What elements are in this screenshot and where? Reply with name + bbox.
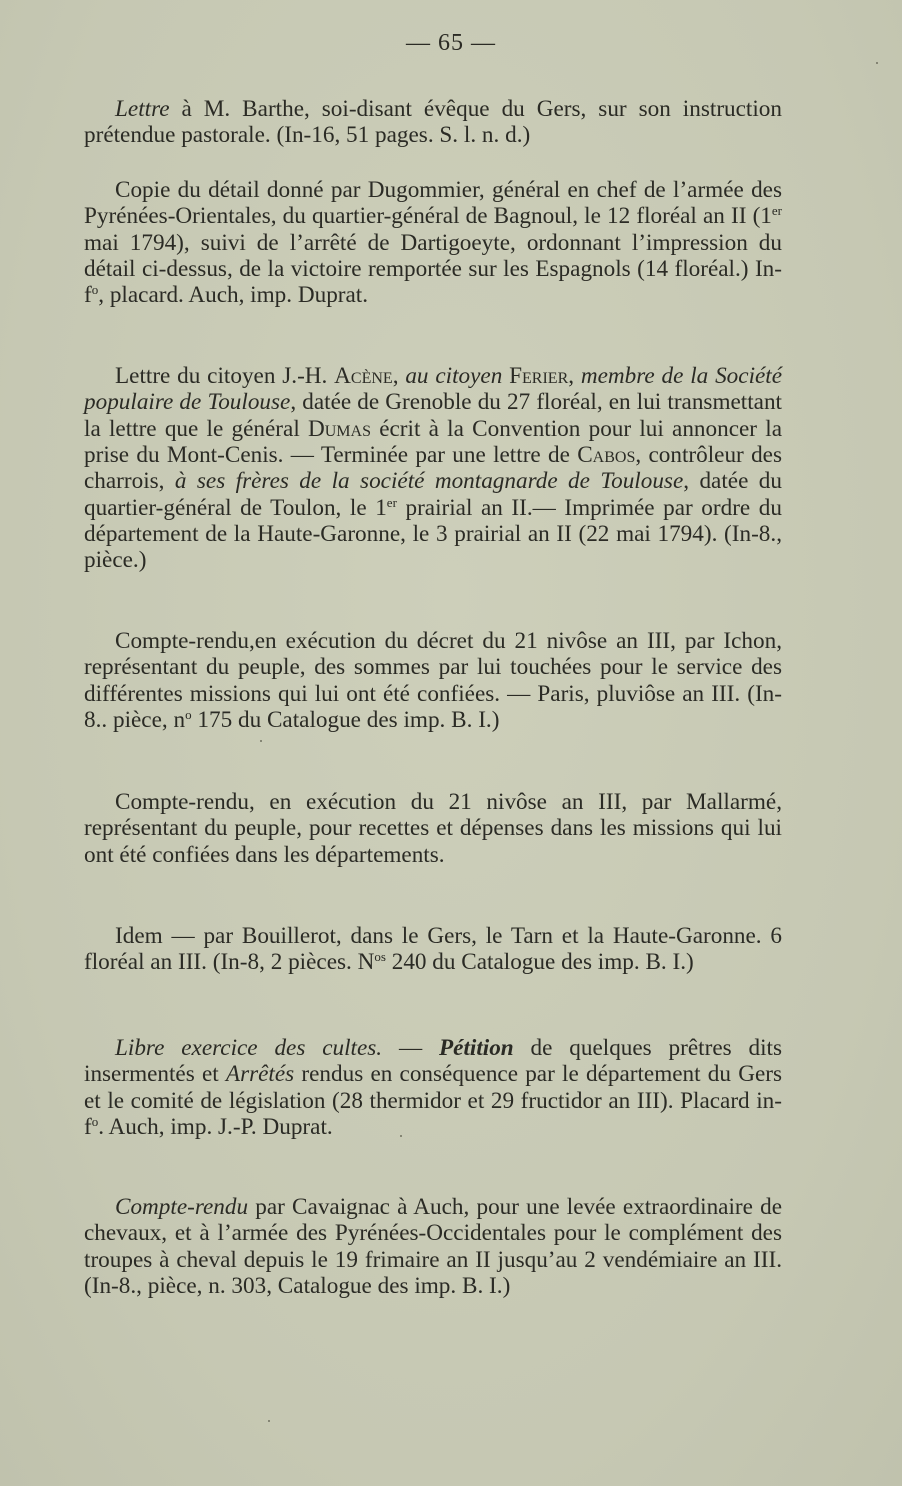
bibliography-entry <box>84 1035 782 1140</box>
bibliography-entry <box>84 923 782 976</box>
entry-text: , <box>568 363 581 390</box>
person-name: Dumas <box>308 415 371 442</box>
superscript: o <box>91 1114 99 1130</box>
entry-title-italic: Lettre <box>115 96 170 123</box>
entry-text: , contrôleur des charrois, <box>84 442 782 495</box>
paper-speck <box>876 62 878 64</box>
entry-text: , datée de Grenoble du 27 floréal, en lui transmettant la lettre que le général <box>84 389 782 442</box>
entry-text: . Auch, imp. J.-P. Duprat. <box>98 1114 333 1141</box>
entry-text: — <box>382 1035 439 1062</box>
paper-speck <box>260 740 262 742</box>
entry-text: à M. Barthe, soi-disant évêque du Gers, sur son instruction prétendue pastorale. (In-16, 51 pages. S. l. n. d.) <box>84 96 782 149</box>
bibliography-entry <box>84 363 782 573</box>
page-number: — 65 — <box>406 30 496 56</box>
entry-text: rendus en conséquence par le département du Gers et le comité de législation (28 thermidor et 29 fructidor an III). Placard in-f <box>84 1061 782 1141</box>
entry-text: 240 du Catalogue des imp. B. I.) <box>385 949 694 976</box>
bibliography-entry <box>84 96 782 149</box>
entry-text: Lettre du citoyen J.-H. <box>115 363 335 390</box>
superscript: er <box>771 203 782 219</box>
entry-text: , datée du quartier-général de Toulon, le 1 <box>84 468 782 521</box>
entry-bold-italic: Pétition <box>438 1035 514 1062</box>
bibliography-entry <box>84 628 782 733</box>
bibliography-entry <box>84 177 782 308</box>
entry-italic: Arrêtés <box>225 1061 295 1088</box>
superscript: o <box>185 707 192 723</box>
entry-text: , placard. Auch, imp. Duprat. <box>98 282 369 309</box>
entry-italic: Compte-rendu <box>115 1194 249 1221</box>
author-name: Acène <box>334 363 393 390</box>
entry-text: Compte-rendu,en exécution du décret du 21 nivôse an III, par Ichon, représentant du peuple, des sommes par lui touchées pour le service des différentes missions qui lui ont été confiées. — Paris, pluviôse an III. (In-8.. pièce, n <box>84 628 782 734</box>
superscript: er <box>386 494 397 510</box>
recipient-name: Ferier <box>509 363 569 390</box>
entry-text: par Cavaignac à Auch, pour une levée extraordinaire de chevaux, et à l’armée des Pyrénées-Occidentales pour le complément des troupes à cheval depuis le 19 frimaire an II jusqu’au 2 vendémiaire an III. (In-8., pièce, n. 303, Catalogue des imp. B. I.) <box>84 1194 782 1300</box>
entry-italic: membre de la Société populaire de Toulouse <box>84 363 783 416</box>
paper-speck <box>400 1135 402 1137</box>
entry-text: Copie du détail donné par Dugommier, général en chef de l’armée des Pyrénées-Orientales, du quartier-général de Bagnoul, le 12 floréal an II (1 <box>84 177 782 230</box>
entry-text: 175 du Catalogue des imp. B. I.) <box>191 707 500 734</box>
entry-text: de quelques prêtres dits insermentés et <box>84 1035 782 1088</box>
entry-text: écrit à la Convention pour lui annoncer la prise du Mont-Cenis. — Terminée par une lettre de <box>84 415 782 469</box>
entry-italic: au citoyen <box>405 363 503 390</box>
entry-italic: à ses frères de la société montagnarde de Toulouse <box>174 468 684 495</box>
paper-speck <box>268 1420 270 1422</box>
entry-text: Idem — par Bouillerot, dans le Gers, le Tarn et la Haute-Garonne. 6 floréal an III. (In-8, 2 pièces. N <box>84 923 782 976</box>
entry-italic: Libre exercice des cultes. <box>115 1035 383 1062</box>
bibliography-entry <box>84 1194 782 1299</box>
entry-text: prairial an II.— Imprimée par ordre du département de la Haute-Garonne, le 3 prairial an II (22 mai 1794). (In-8., pièce.) <box>84 494 782 574</box>
superscript: o <box>91 282 99 298</box>
entry-text: Compte-rendu, en exécution du 21 nivôse an III, par Mallarmé, représentant du peuple, pour recettes et dépenses dans les missions qui lui ont été confiées dans les départements. <box>84 789 782 868</box>
entry-text: , <box>392 363 406 390</box>
superscript: os <box>374 949 386 965</box>
person-name: Cabos <box>577 442 636 469</box>
bibliography-entry <box>84 789 782 868</box>
entry-text: mai 1794), suivi de l’arrêté de Dartigoeyte, ordonnant l’impression du détail ci-dessus, de la victoire remportée sur les Espagnols (14 floréal.) In-f <box>84 229 782 309</box>
